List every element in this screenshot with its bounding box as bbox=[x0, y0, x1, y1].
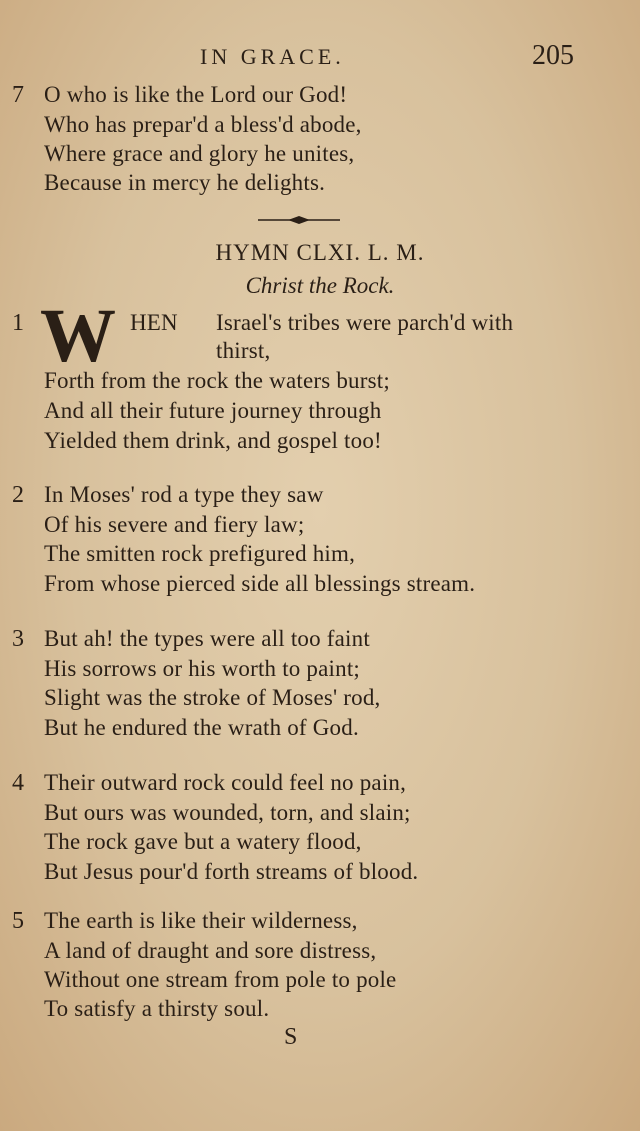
drop-cap: W bbox=[40, 294, 116, 378]
running-head bbox=[0, 40, 640, 70]
verse-number: 5 bbox=[12, 908, 24, 934]
verse-line: But Jesus pour'd forth streams of blood. bbox=[44, 859, 419, 884]
verse-line: thirst, bbox=[216, 338, 271, 363]
verse-line: From whose pierced side all blessings stream. bbox=[44, 571, 476, 596]
signature-mark: S bbox=[284, 1024, 298, 1050]
verse-line: Their outward rock could feel no pain, bbox=[44, 770, 407, 795]
ornament-divider bbox=[258, 216, 340, 224]
verse-line: Who has prepar'd a bless'd abode, bbox=[44, 112, 362, 137]
running-title: IN GRACE. bbox=[200, 44, 345, 69]
verse-number: 2 bbox=[12, 482, 24, 508]
verse-number: 7 bbox=[12, 82, 24, 108]
verse-number: 1 bbox=[12, 310, 24, 336]
verse-line: Because in mercy he delights. bbox=[44, 170, 326, 195]
verse-line-start: HEN bbox=[130, 310, 178, 335]
verse-line: Yielded them drink, and gospel too! bbox=[44, 428, 382, 453]
verse-line: A land of draught and sore distress, bbox=[44, 938, 377, 963]
verse-number: 4 bbox=[12, 770, 24, 796]
verse-line: But ours was wounded, torn, and slain; bbox=[44, 800, 411, 825]
verse-line: Israel's tribes were parch'd with bbox=[216, 310, 514, 335]
verse-number: 3 bbox=[12, 626, 24, 652]
verse-line: But he endured the wrath of God. bbox=[44, 715, 359, 740]
verse-line: The rock gave but a watery flood, bbox=[44, 829, 362, 854]
verse-line: His sorrows or his worth to paint; bbox=[44, 656, 361, 681]
verse-line: Of his severe and fiery law; bbox=[44, 512, 305, 537]
page-number: 205 bbox=[532, 40, 574, 71]
verse-line: And all their future journey through bbox=[44, 398, 382, 423]
verse-line: Where grace and glory he unites, bbox=[44, 141, 355, 166]
verse-line: Slight was the stroke of Moses' rod, bbox=[44, 685, 381, 710]
verse-line: The smitten rock prefigured him, bbox=[44, 541, 356, 566]
verse-line: But ah! the types were all too faint bbox=[44, 626, 370, 651]
verse-line: The earth is like their wilderness, bbox=[44, 908, 358, 933]
verse-line: O who is like the Lord our God! bbox=[44, 82, 348, 107]
hymn-subtitle: Christ the Rock. bbox=[245, 273, 395, 298]
verse-line: To satisfy a thirsty soul. bbox=[44, 996, 270, 1021]
verse-line: In Moses' rod a type they saw bbox=[44, 482, 324, 507]
verse-line: Forth from the rock the waters burst; bbox=[44, 368, 390, 393]
verse-line: Without one stream from pole to pole bbox=[44, 967, 397, 992]
hymn-title: HYMN CLXI. L. M. bbox=[215, 240, 425, 265]
